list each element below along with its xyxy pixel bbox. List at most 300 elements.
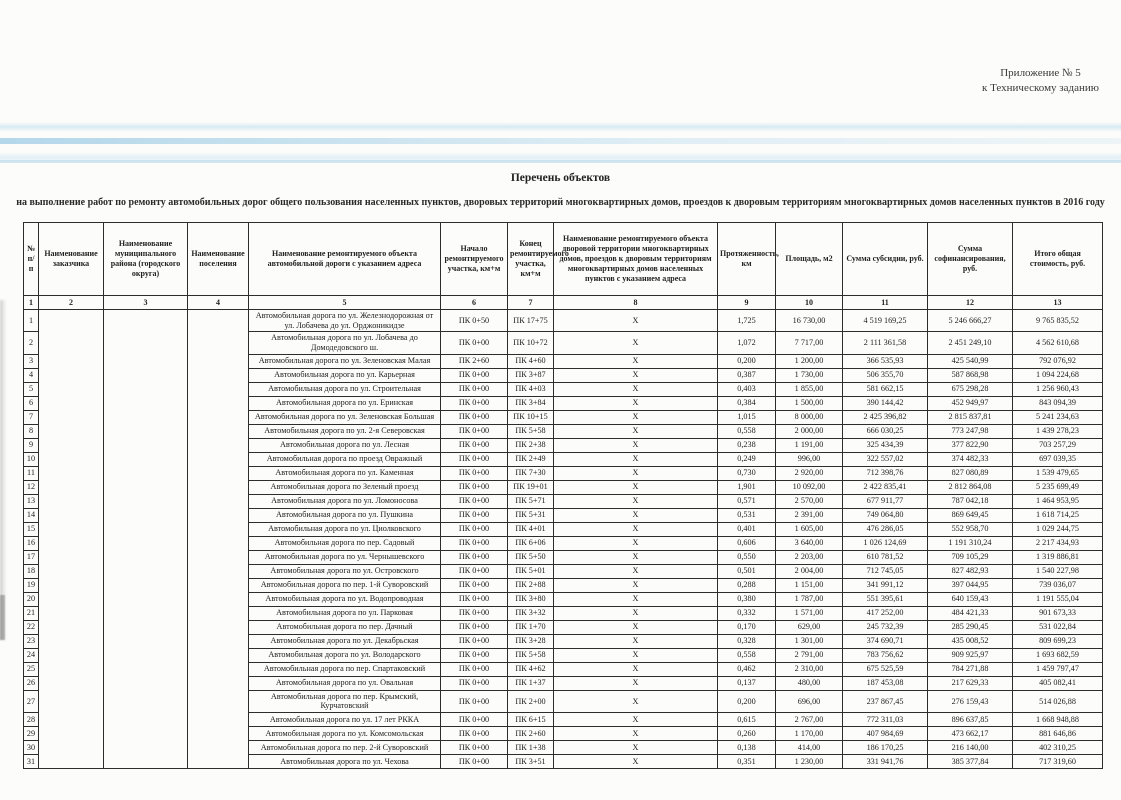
start-picket: ПК 0+00 — [441, 564, 508, 578]
road-object-name: Автомобильная дорога по ул. Чехова — [249, 755, 441, 769]
total-cost-rub: 1 540 227,98 — [1013, 564, 1103, 578]
settlement-cell — [188, 310, 249, 769]
column-number-2: 2 — [39, 296, 104, 310]
total-cost-rub: 402 310,25 — [1013, 741, 1103, 755]
road-object-name: Автомобильная дорога по ул. Строительная — [249, 382, 441, 396]
yard-object-mark: X — [554, 438, 718, 452]
district-cell — [104, 310, 188, 769]
column-header-13: Итого общая стоимость, руб. — [1013, 223, 1103, 296]
end-picket: ПК 4+03 — [508, 382, 554, 396]
column-number-1: 1 — [24, 296, 39, 310]
road-object-name: Автомобильная дорога по ул. 17 лет РККА — [249, 713, 441, 727]
row-number: 25 — [24, 662, 39, 676]
column-header-1: № п/п — [24, 223, 39, 296]
column-number-7: 7 — [508, 296, 554, 310]
yard-object-mark: X — [554, 662, 718, 676]
length-km: 0,730 — [718, 466, 776, 480]
end-picket: ПК 10+15 — [508, 410, 554, 424]
row-number: 6 — [24, 396, 39, 410]
start-picket: ПК 0+00 — [441, 424, 508, 438]
cofinancing-rub: 216 140,00 — [928, 741, 1013, 755]
yard-object-mark: X — [554, 466, 718, 480]
area-m2: 8 000,00 — [776, 410, 843, 424]
road-object-name: Автомобильная дорога по ул. Володарского — [249, 648, 441, 662]
row-number: 30 — [24, 741, 39, 755]
yard-object-mark: X — [554, 508, 718, 522]
start-picket: ПК 0+00 — [441, 452, 508, 466]
area-m2: 1 151,00 — [776, 578, 843, 592]
table-header-row — [24, 223, 1103, 296]
cofinancing-rub: 1 191 310,24 — [928, 536, 1013, 550]
start-picket: ПК 0+00 — [441, 550, 508, 564]
appendix-line1: Приложение № 5 — [1000, 67, 1081, 79]
area-m2: 1 170,00 — [776, 727, 843, 741]
area-m2: 2 310,00 — [776, 662, 843, 676]
end-picket: ПК 5+50 — [508, 550, 554, 564]
row-number: 22 — [24, 620, 39, 634]
total-cost-rub: 901 673,33 — [1013, 606, 1103, 620]
cofinancing-rub: 484 421,33 — [928, 606, 1013, 620]
scan-edge-smudge — [0, 595, 5, 640]
length-km: 0,288 — [718, 578, 776, 592]
start-picket: ПК 0+00 — [441, 494, 508, 508]
start-picket: ПК 0+00 — [441, 690, 508, 712]
yard-object-mark: X — [554, 606, 718, 620]
total-cost-rub: 514 026,88 — [1013, 690, 1103, 712]
subsidy-rub: 666 030,25 — [843, 424, 928, 438]
length-km: 0,328 — [718, 634, 776, 648]
cofinancing-rub: 397 044,95 — [928, 578, 1013, 592]
area-m2: 696,00 — [776, 690, 843, 712]
column-header-5: Наименование ремонтируемого объекта автомобильной дороги с указанием адреса — [249, 223, 441, 296]
length-km: 0,200 — [718, 690, 776, 712]
start-picket: ПК 0+00 — [441, 410, 508, 424]
total-cost-rub: 405 082,41 — [1013, 676, 1103, 690]
area-m2: 1 605,00 — [776, 522, 843, 536]
total-cost-rub: 1 459 797,47 — [1013, 662, 1103, 676]
column-number-5: 5 — [249, 296, 441, 310]
total-cost-rub: 4 562 610,68 — [1013, 332, 1103, 354]
road-object-name: Автомобильная дорога по ул. Лобачева до Домодедовского ш. — [249, 332, 441, 354]
yard-object-mark: X — [554, 727, 718, 741]
road-object-name: Автомобильная дорога по ул. Зеленовская Большая — [249, 410, 441, 424]
subsidy-rub: 374 690,71 — [843, 634, 928, 648]
subsidy-rub: 331 941,76 — [843, 755, 928, 769]
row-number: 23 — [24, 634, 39, 648]
subsidy-rub: 712 398,76 — [843, 466, 928, 480]
column-number-11: 11 — [843, 296, 928, 310]
length-km: 0,200 — [718, 354, 776, 368]
length-km: 1,725 — [718, 310, 776, 332]
subsidy-rub: 581 662,15 — [843, 382, 928, 396]
column-header-10: Площадь, м2 — [776, 223, 843, 296]
cofinancing-rub: 2 451 249,10 — [928, 332, 1013, 354]
subsidy-rub: 186 170,25 — [843, 741, 928, 755]
subsidy-rub: 237 867,45 — [843, 690, 928, 712]
cofinancing-rub: 276 159,43 — [928, 690, 1013, 712]
area-m2: 2 004,00 — [776, 564, 843, 578]
yard-object-mark: X — [554, 332, 718, 354]
road-object-name: Автомобильная дорога по пер. Садовый — [249, 536, 441, 550]
subsidy-rub: 1 026 124,69 — [843, 536, 928, 550]
total-cost-rub: 1 439 278,23 — [1013, 424, 1103, 438]
column-number-6: 6 — [441, 296, 508, 310]
start-picket: ПК 0+00 — [441, 713, 508, 727]
road-object-name: Автомобильная дорога по ул. Еринская — [249, 396, 441, 410]
length-km: 0,384 — [718, 396, 776, 410]
row-number: 2 — [24, 332, 39, 354]
yard-object-mark: X — [554, 452, 718, 466]
cofinancing-rub: 374 482,33 — [928, 452, 1013, 466]
length-km: 0,558 — [718, 424, 776, 438]
end-picket: ПК 1+38 — [508, 741, 554, 755]
yard-object-mark: X — [554, 494, 718, 508]
cofinancing-rub: 773 247,98 — [928, 424, 1013, 438]
end-picket: ПК 19+01 — [508, 480, 554, 494]
yard-object-mark: X — [554, 382, 718, 396]
yard-object-mark: X — [554, 424, 718, 438]
end-picket: ПК 6+15 — [508, 713, 554, 727]
area-m2: 996,00 — [776, 452, 843, 466]
road-object-name: Автомобильная дорога по ул. Овальная — [249, 676, 441, 690]
scan-artifact-band — [0, 152, 1121, 164]
road-object-name: Автомобильная дорога по пер. Спартаковский — [249, 662, 441, 676]
end-picket: ПК 5+01 — [508, 564, 554, 578]
end-picket: ПК 2+49 — [508, 452, 554, 466]
area-m2: 2 767,00 — [776, 713, 843, 727]
cofinancing-rub: 217 629,33 — [928, 676, 1013, 690]
area-m2: 7 717,00 — [776, 332, 843, 354]
road-object-name: Автомобильная дорога по ул. Каменная — [249, 466, 441, 480]
subsidy-rub: 322 557,02 — [843, 452, 928, 466]
end-picket: ПК 17+75 — [508, 310, 554, 332]
area-m2: 1 500,00 — [776, 396, 843, 410]
start-picket: ПК 0+00 — [441, 727, 508, 741]
length-km: 0,260 — [718, 727, 776, 741]
cofinancing-rub: 377 822,90 — [928, 438, 1013, 452]
yard-object-mark: X — [554, 480, 718, 494]
start-picket: ПК 0+00 — [441, 741, 508, 755]
subsidy-rub: 772 311,03 — [843, 713, 928, 727]
total-cost-rub: 843 094,39 — [1013, 396, 1103, 410]
yard-object-mark: X — [554, 354, 718, 368]
column-number-12: 12 — [928, 296, 1013, 310]
total-cost-rub: 1 539 479,65 — [1013, 466, 1103, 480]
scan-artifact-band — [0, 138, 1121, 144]
row-number: 27 — [24, 690, 39, 712]
area-m2: 10 092,00 — [776, 480, 843, 494]
road-object-name: Автомобильная дорога по ул. Декабрьская — [249, 634, 441, 648]
yard-object-mark: X — [554, 550, 718, 564]
length-km: 0,401 — [718, 522, 776, 536]
start-picket: ПК 0+00 — [441, 438, 508, 452]
subsidy-rub: 4 519 169,25 — [843, 310, 928, 332]
road-object-name: Автомобильная дорога по пер. Крымский, Курчатовский — [249, 690, 441, 712]
start-picket: ПК 0+00 — [441, 368, 508, 382]
cofinancing-rub: 473 662,17 — [928, 727, 1013, 741]
total-cost-rub: 1 668 948,88 — [1013, 713, 1103, 727]
subsidy-rub: 610 781,52 — [843, 550, 928, 564]
column-header-6: Начало ремонтируемого участка, км+м — [441, 223, 508, 296]
area-m2: 1 200,00 — [776, 354, 843, 368]
start-picket: ПК 0+00 — [441, 676, 508, 690]
subsidy-rub: 407 984,69 — [843, 727, 928, 741]
subsidy-rub: 245 732,39 — [843, 620, 928, 634]
area-m2: 1 571,00 — [776, 606, 843, 620]
subsidy-rub: 476 286,05 — [843, 522, 928, 536]
end-picket: ПК 4+01 — [508, 522, 554, 536]
yard-object-mark: X — [554, 755, 718, 769]
row-number: 8 — [24, 424, 39, 438]
cofinancing-rub: 787 042,18 — [928, 494, 1013, 508]
subsidy-rub: 677 911,77 — [843, 494, 928, 508]
length-km: 0,571 — [718, 494, 776, 508]
row-number: 18 — [24, 564, 39, 578]
end-picket: ПК 3+51 — [508, 755, 554, 769]
cofinancing-rub: 640 159,43 — [928, 592, 1013, 606]
length-km: 0,387 — [718, 368, 776, 382]
column-header-8: Наименование ремонтируемого объекта дворовой территории многоквартирных домов, проездов к дворовым территориям многоквартирных домов населенных пунктов с указанием адреса — [554, 223, 718, 296]
row-number: 3 — [24, 354, 39, 368]
total-cost-rub: 809 699,23 — [1013, 634, 1103, 648]
column-header-9: Протяженность, км — [718, 223, 776, 296]
length-km: 0,558 — [718, 648, 776, 662]
road-object-name: Автомобильная дорога по ул. Карьерная — [249, 368, 441, 382]
row-number: 5 — [24, 382, 39, 396]
row-number: 11 — [24, 466, 39, 480]
total-cost-rub: 739 036,07 — [1013, 578, 1103, 592]
end-picket: ПК 1+70 — [508, 620, 554, 634]
yard-object-mark: X — [554, 564, 718, 578]
yard-object-mark: X — [554, 536, 718, 550]
column-header-4: Наименование поселения — [188, 223, 249, 296]
total-cost-rub: 531 022,84 — [1013, 620, 1103, 634]
end-picket: ПК 2+60 — [508, 727, 554, 741]
cofinancing-rub: 827 482,93 — [928, 564, 1013, 578]
length-km: 0,332 — [718, 606, 776, 620]
end-picket: ПК 5+31 — [508, 508, 554, 522]
cofinancing-rub: 425 540,99 — [928, 354, 1013, 368]
road-object-name: Автомобильная дорога по проезд Овражный — [249, 452, 441, 466]
customer-cell — [39, 310, 104, 769]
subsidy-rub: 783 756,62 — [843, 648, 928, 662]
cofinancing-rub: 452 949,97 — [928, 396, 1013, 410]
subsidy-rub: 551 395,61 — [843, 592, 928, 606]
length-km: 0,501 — [718, 564, 776, 578]
cofinancing-rub: 709 105,29 — [928, 550, 1013, 564]
length-km: 0,550 — [718, 550, 776, 564]
total-cost-rub: 1 618 714,25 — [1013, 508, 1103, 522]
total-cost-rub: 2 217 434,93 — [1013, 536, 1103, 550]
length-km: 1,015 — [718, 410, 776, 424]
start-picket: ПК 0+00 — [441, 382, 508, 396]
yard-object-mark: X — [554, 620, 718, 634]
row-number: 1 — [24, 310, 39, 332]
cofinancing-rub: 385 377,84 — [928, 755, 1013, 769]
total-cost-rub: 1 693 682,59 — [1013, 648, 1103, 662]
area-m2: 2 791,00 — [776, 648, 843, 662]
cofinancing-rub: 587 868,98 — [928, 368, 1013, 382]
row-number: 20 — [24, 592, 39, 606]
end-picket: ПК 3+87 — [508, 368, 554, 382]
area-m2: 16 730,00 — [776, 310, 843, 332]
end-picket: ПК 1+37 — [508, 676, 554, 690]
area-m2: 1 787,00 — [776, 592, 843, 606]
row-number: 17 — [24, 550, 39, 564]
total-cost-rub: 5 235 699,49 — [1013, 480, 1103, 494]
end-picket: ПК 5+71 — [508, 494, 554, 508]
start-picket: ПК 0+00 — [441, 508, 508, 522]
end-picket: ПК 3+32 — [508, 606, 554, 620]
row-number: 28 — [24, 713, 39, 727]
total-cost-rub: 792 076,92 — [1013, 354, 1103, 368]
road-object-name: Автомобильная дорога по ул. Ломоносова — [249, 494, 441, 508]
start-picket: ПК 0+00 — [441, 536, 508, 550]
page-subtitle: на выполнение работ по ремонту автомобильных дорог общего пользования населенных пунктов, дворовых территорий многоквартирных домов, проездов к дворовым территориям многоквартирных домов населенных пунктов в 2016 году — [16, 197, 1105, 208]
end-picket: ПК 3+84 — [508, 396, 554, 410]
total-cost-rub: 1 464 953,95 — [1013, 494, 1103, 508]
start-picket: ПК 0+00 — [441, 332, 508, 354]
total-cost-rub: 5 241 234,63 — [1013, 410, 1103, 424]
row-number: 15 — [24, 522, 39, 536]
subsidy-rub: 2 111 361,58 — [843, 332, 928, 354]
end-picket: ПК 3+80 — [508, 592, 554, 606]
start-picket: ПК 0+00 — [441, 755, 508, 769]
end-picket: ПК 4+60 — [508, 354, 554, 368]
start-picket: ПК 0+00 — [441, 648, 508, 662]
cofinancing-rub: 2 815 837,81 — [928, 410, 1013, 424]
table-row — [24, 310, 1103, 332]
subsidy-rub: 712 745,05 — [843, 564, 928, 578]
subsidy-rub: 341 991,12 — [843, 578, 928, 592]
road-object-name: Автомобильная дорога по ул. Зеленовская Малая — [249, 354, 441, 368]
length-km: 0,380 — [718, 592, 776, 606]
subsidy-rub: 506 355,70 — [843, 368, 928, 382]
subsidy-rub: 2 425 396,82 — [843, 410, 928, 424]
length-km: 0,351 — [718, 755, 776, 769]
area-m2: 1 230,00 — [776, 755, 843, 769]
row-number: 10 — [24, 452, 39, 466]
start-picket: ПК 0+00 — [441, 592, 508, 606]
cofinancing-rub: 2 812 864,08 — [928, 480, 1013, 494]
start-picket: ПК 0+00 — [441, 522, 508, 536]
yard-object-mark: X — [554, 648, 718, 662]
start-picket: ПК 0+00 — [441, 634, 508, 648]
yard-object-mark: X — [554, 592, 718, 606]
length-km: 0,531 — [718, 508, 776, 522]
yard-object-mark: X — [554, 713, 718, 727]
row-number: 31 — [24, 755, 39, 769]
total-cost-rub: 9 765 835,52 — [1013, 310, 1103, 332]
area-m2: 2 203,00 — [776, 550, 843, 564]
start-picket: ПК 0+00 — [441, 578, 508, 592]
subsidy-rub: 417 252,00 — [843, 606, 928, 620]
total-cost-rub: 1 319 886,81 — [1013, 550, 1103, 564]
road-object-name: Автомобильная дорога по ул. 2-я Северовская — [249, 424, 441, 438]
subsidy-rub: 675 525,59 — [843, 662, 928, 676]
cofinancing-rub: 285 290,45 — [928, 620, 1013, 634]
column-header-3: Наименование муниципального района (городского округа) — [104, 223, 188, 296]
yard-object-mark: X — [554, 410, 718, 424]
cofinancing-rub: 909 925,97 — [928, 648, 1013, 662]
area-m2: 1 191,00 — [776, 438, 843, 452]
objects-table — [23, 222, 1103, 769]
area-m2: 2 570,00 — [776, 494, 843, 508]
column-header-11: Сумма субсидии, руб. — [843, 223, 928, 296]
subsidy-rub: 2 422 835,41 — [843, 480, 928, 494]
length-km: 0,615 — [718, 713, 776, 727]
cofinancing-rub: 827 080,89 — [928, 466, 1013, 480]
page-title: Перечень объектов — [510, 172, 611, 184]
scan-artifact-band — [0, 160, 1121, 163]
column-number-3: 3 — [104, 296, 188, 310]
area-m2: 629,00 — [776, 620, 843, 634]
subsidy-rub: 325 434,39 — [843, 438, 928, 452]
row-number: 9 — [24, 438, 39, 452]
start-picket: ПК 0+00 — [441, 662, 508, 676]
cofinancing-rub: 435 008,52 — [928, 634, 1013, 648]
yard-object-mark: X — [554, 634, 718, 648]
yard-object-mark: X — [554, 741, 718, 755]
row-number: 13 — [24, 494, 39, 508]
end-picket: ПК 7+30 — [508, 466, 554, 480]
subsidy-rub: 749 064,80 — [843, 508, 928, 522]
yard-object-mark: X — [554, 578, 718, 592]
length-km: 0,403 — [718, 382, 776, 396]
start-picket: ПК 0+00 — [441, 620, 508, 634]
area-m2: 2 391,00 — [776, 508, 843, 522]
column-header-12: Сумма софинансирования, руб. — [928, 223, 1013, 296]
start-picket: ПК 2+60 — [441, 354, 508, 368]
area-m2: 414,00 — [776, 741, 843, 755]
start-picket: ПК 0+50 — [441, 310, 508, 332]
appendix-line2: к Техническому заданию — [982, 82, 1099, 94]
area-m2: 2 000,00 — [776, 424, 843, 438]
length-km: 0,137 — [718, 676, 776, 690]
length-km: 0,249 — [718, 452, 776, 466]
road-object-name: Автомобильная дорога по ул. Парковая — [249, 606, 441, 620]
yard-object-mark: X — [554, 690, 718, 712]
row-number: 16 — [24, 536, 39, 550]
row-number: 7 — [24, 410, 39, 424]
start-picket: ПК 0+00 — [441, 466, 508, 480]
cofinancing-rub: 896 637,85 — [928, 713, 1013, 727]
road-object-name: Автомобильная дорога по ул. Железнодорожная от ул. Лобачева до ул. Орджоникидзе — [249, 310, 441, 332]
area-m2: 1 301,00 — [776, 634, 843, 648]
end-picket: ПК 4+62 — [508, 662, 554, 676]
road-object-name: Автомобильная дорога по Зеленый проезд — [249, 480, 441, 494]
road-object-name: Автомобильная дорога по ул. Комсомольская — [249, 727, 441, 741]
road-object-name: Автомобильная дорога по ул. Пушкина — [249, 508, 441, 522]
table-body — [24, 310, 1103, 769]
road-object-name: Автомобильная дорога по ул. Циолковского — [249, 522, 441, 536]
area-m2: 3 640,00 — [776, 536, 843, 550]
yard-object-mark: X — [554, 676, 718, 690]
column-header-7: Конец ремонтируемого участка, км+м — [508, 223, 554, 296]
area-m2: 1 730,00 — [776, 368, 843, 382]
cofinancing-rub: 5 246 666,27 — [928, 310, 1013, 332]
total-cost-rub: 717 319,60 — [1013, 755, 1103, 769]
total-cost-rub: 881 646,86 — [1013, 727, 1103, 741]
road-object-name: Автомобильная дорога по ул. Лесная — [249, 438, 441, 452]
total-cost-rub: 703 257,29 — [1013, 438, 1103, 452]
row-number: 24 — [24, 648, 39, 662]
area-m2: 480,00 — [776, 676, 843, 690]
yard-object-mark: X — [554, 522, 718, 536]
end-picket: ПК 2+38 — [508, 438, 554, 452]
appendix-annotation — [982, 66, 1099, 96]
end-picket: ПК 2+88 — [508, 578, 554, 592]
